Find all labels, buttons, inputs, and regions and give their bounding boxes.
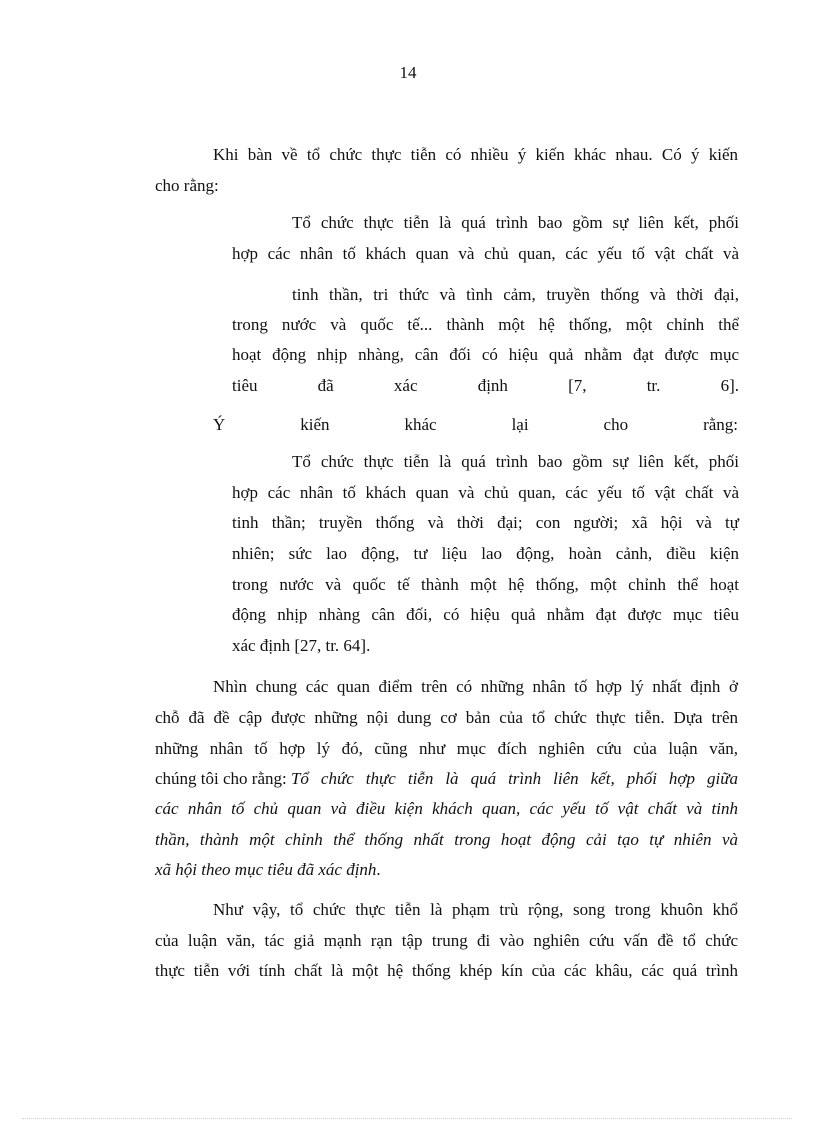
text-line: những nhân tố hợp lý đó, cũng như mục đích nghiên cứu của luận văn, xyxy=(155,739,738,758)
transition-line: Ý kiến khác lại cho rằng: xyxy=(213,415,738,434)
quote-line: tiêu đã xác định [7, tr. 6]. xyxy=(232,376,739,395)
text-line: chỗ đã đề cập được những nội dung cơ bản của tổ chức thực tiễn. Dựa trên xyxy=(155,708,738,727)
quote-line: Tổ chức thực tiễn là quá trình bao gồm sự liên kết, phối xyxy=(292,213,739,232)
quote-line: trong nước và quốc tế... thành một hệ thống, một chỉnh thể xyxy=(232,315,739,334)
page-number: 14 xyxy=(399,63,417,82)
text-line xyxy=(155,768,738,790)
definition-text: thần, thành một chỉnh thể thống nhất trong hoạt động cải tạo tự nhiên và xyxy=(155,830,738,849)
text-line: cho rằng: xyxy=(155,176,219,195)
quote-line: hợp các nhân tố khách quan và chủ quan, các yếu tố vật chất và xyxy=(232,244,739,263)
text-line: thực tiễn với tính chất là một hệ thống khép kín của các khâu, các quá trình xyxy=(155,961,738,980)
definition-text: xã hội theo mục tiêu đã xác định xyxy=(155,860,377,879)
definition-text: các nhân tố chủ quan và điều kiện khách quan, các yếu tố vật chất và tinh xyxy=(155,799,738,818)
text-line xyxy=(155,859,381,881)
quote-line: tinh thần; truyền thống và thời đại; con người; xã hội và tự xyxy=(232,513,739,532)
text-line: Khi bàn về tổ chức thực tiễn có nhiều ý kiến khác nhau. Có ý kiến xyxy=(213,145,738,164)
page-bottom-divider xyxy=(22,1118,792,1119)
quote-line: động nhịp nhàng cân đối, có hiệu quả nhằm đạt được mục tiêu xyxy=(232,605,739,624)
quote-line: Tổ chức thực tiễn là quá trình bao gồm sự liên kết, phối xyxy=(292,452,739,471)
definition-text: Tổ chức thực tiễn là quá trình liên kết, phối hợp giữa xyxy=(290,769,738,788)
quote-line: tinh thần, tri thức và tình cảm, truyền thống và thời đại, xyxy=(292,285,739,304)
quote-line: hợp các nhân tố khách quan và chủ quan, các yếu tố vật chất và xyxy=(232,483,739,502)
text-run: . xyxy=(376,860,381,879)
quote-line: hoạt động nhịp nhàng, cân đối có hiệu quả nhằm đạt được mục xyxy=(232,345,739,364)
quote-line: xác định [27, tr. 64]. xyxy=(232,636,371,655)
quote-line: nhiên; sức lao động, tư liệu lao động, hoàn cảnh, điều kiện xyxy=(232,544,739,563)
quote-line: trong nước và quốc tế thành một hệ thống, một chỉnh thể hoạt xyxy=(232,575,739,594)
text-run: chúng tôi cho rằng: xyxy=(155,769,291,788)
text-line: Nhìn chung các quan điểm trên có những nhân tố hợp lý nhất định ở xyxy=(213,677,738,696)
text-line: của luận văn, tác giả mạnh rạn tập trung đi vào nghiên cứu vấn đề tổ chức xyxy=(155,931,738,950)
text-line: Như vậy, tổ chức thực tiễn là phạm trù rộng, song trong khuôn khổ xyxy=(213,900,738,919)
